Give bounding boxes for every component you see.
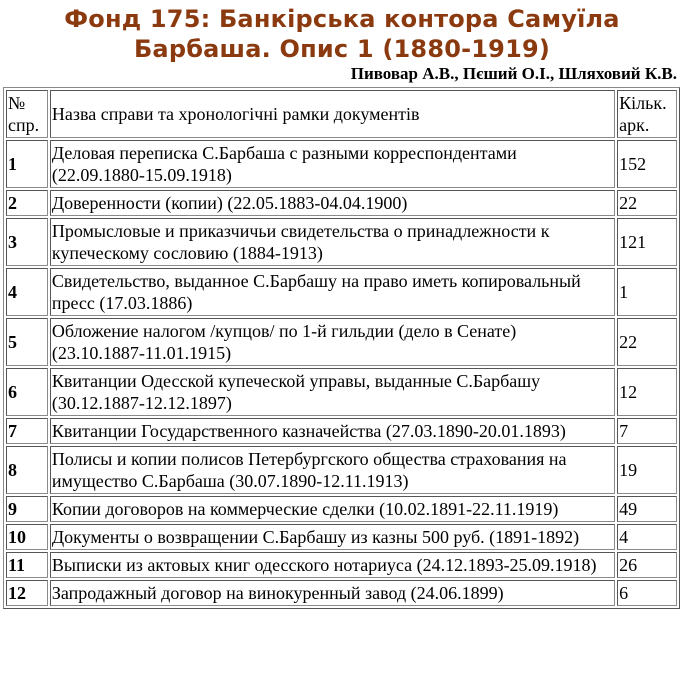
row-count-cell: 121	[617, 218, 677, 266]
row-num-cell: 5	[6, 318, 48, 366]
table-row	[6, 580, 677, 606]
header-num-cell	[6, 90, 48, 138]
row-num-cell: 3	[6, 218, 48, 266]
row-count-cell: 49	[617, 496, 677, 522]
table-row	[6, 368, 677, 416]
header-num-line-2: спр.	[8, 115, 40, 135]
row-num-cell: 7	[6, 418, 48, 444]
table-row	[6, 318, 677, 366]
inventory-table	[3, 87, 680, 609]
row-count-cell: 1	[617, 268, 677, 316]
inventory-table-body	[6, 90, 677, 606]
page-title	[0, 0, 684, 64]
header-name-cell: Назва справи та хронологічні рамки документів	[50, 90, 615, 138]
header-count-line-1: Кільк.	[619, 93, 667, 113]
row-name-cell: Доверенности (копии) (22.05.1883-04.04.1900)	[50, 190, 615, 216]
row-num-cell: 2	[6, 190, 48, 216]
table-row	[6, 140, 677, 188]
row-count-cell: 7	[617, 418, 677, 444]
header-count-cell	[617, 90, 677, 138]
title-line-1: Фонд 175: Банкірська контора Самуїла	[64, 5, 620, 33]
row-num-cell: 6	[6, 368, 48, 416]
row-count-cell: 152	[617, 140, 677, 188]
row-num-cell: 12	[6, 580, 48, 606]
table-row	[6, 524, 677, 550]
row-name-cell: Копии договоров на коммерческие сделки (10.02.1891-22.11.1919)	[50, 496, 615, 522]
row-num-cell: 1	[6, 140, 48, 188]
header-count-line-2: арк.	[619, 115, 650, 135]
table-row	[6, 446, 677, 494]
row-count-cell: 4	[617, 524, 677, 550]
row-name-cell: Обложение налогом /купцов/ по 1-й гильдии (дело в Сенате) (23.10.1887-11.01.1915)	[50, 318, 615, 366]
row-num-cell: 10	[6, 524, 48, 550]
row-count-cell: 22	[617, 318, 677, 366]
row-name-cell: Квитанции Одесской купеческой управы, выданные С.Барбашу (30.12.1887-12.12.1897)	[50, 368, 615, 416]
table-row	[6, 268, 677, 316]
row-num-cell: 9	[6, 496, 48, 522]
row-name-cell: Деловая переписка С.Барбаша с разными корреспондентами (22.09.1880-15.09.1918)	[50, 140, 615, 188]
row-name-cell: Запродажный договор на винокуренный завод (24.06.1899)	[50, 580, 615, 606]
row-name-cell: Выписки из актовых книг одесского нотариуса (24.12.1893-25.09.1918)	[50, 552, 615, 578]
row-count-cell: 12	[617, 368, 677, 416]
row-name-cell: Промысловые и приказчичьи свидетельства о принадлежности к купеческому сословию (1884-1913)	[50, 218, 615, 266]
header-num-line-1: №	[8, 93, 26, 113]
table-header-row	[6, 90, 677, 138]
row-num-cell: 11	[6, 552, 48, 578]
row-num-cell: 8	[6, 446, 48, 494]
row-count-cell: 6	[617, 580, 677, 606]
table-row	[6, 190, 677, 216]
table-row	[6, 218, 677, 266]
authors: Пивовар А.В., Пєший О.І., Шляховий К.В.	[350, 64, 677, 83]
row-name-cell: Свидетельство, выданное С.Барбашу на право иметь копировальный пресс (17.03.1886)	[50, 268, 615, 316]
row-num-cell: 4	[6, 268, 48, 316]
row-count-cell: 26	[617, 552, 677, 578]
row-name-cell: Полисы и копии полисов Петербургского общества страхования на имущество С.Барбаша (30.07.1890-12.11.1913)	[50, 446, 615, 494]
row-count-cell: 19	[617, 446, 677, 494]
row-count-cell: 22	[617, 190, 677, 216]
row-name-cell: Квитанции Государственного казначейства (27.03.1890-20.01.1893)	[50, 418, 615, 444]
row-name-cell: Документы о возвращении С.Барбашу из казны 500 руб. (1891-1892)	[50, 524, 615, 550]
table-row	[6, 418, 677, 444]
table-row	[6, 496, 677, 522]
title-line-2: Барбаша. Опис 1 (1880-1919)	[133, 35, 551, 63]
table-row	[6, 552, 677, 578]
